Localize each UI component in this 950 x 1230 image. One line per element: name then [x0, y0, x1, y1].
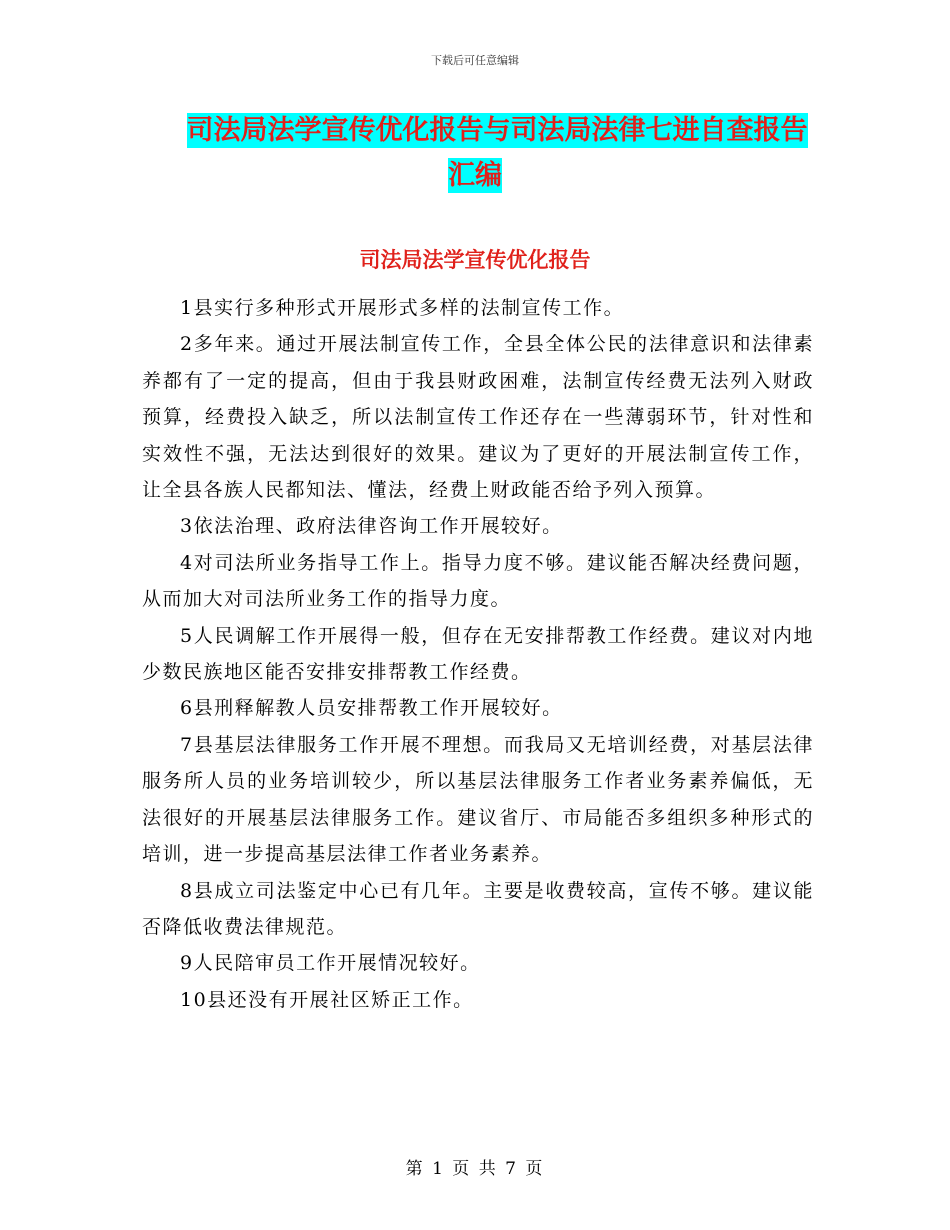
paragraph-5: 5人民调解工作开展得一般，但存在无安排帮教工作经费。建议对内地少数民族地区能否安排安排帮教工作经费。 — [142, 624, 814, 684]
paragraph-2: 2多年来。通过开展法制宣传工作，全县全体公民的法律意识和法律素养都有了一定的提高，但由于我县财政困难，法制宣传经费无法列入财政预算，经费投入缺乏，所以法制宣传工作还存在一些薄弱环节，针对性和实效性不强，无法达到很好的效果。建议为了更好的开展法制宣传工作，让全县各族人民都知法、懂法，经费上财政能否给予列入预算。 — [142, 333, 814, 502]
paragraph-7: 7县基层法律服务工作开展不理想。而我局又无培训经费，对基层法律服务所人员的业务培训较少，所以基层法律服务工作者业务素养偏低，无法很好的开展基层法律服务工作。建议省厅、市局能否多组织多种形式的培训，进一步提高基层法律工作者业务素养。 — [142, 733, 814, 866]
paragraph-4: 4对司法所业务指导工作上。指导力度不够。建议能否解决经费问题，从而加大对司法所业务工作的指导力度。 — [142, 551, 814, 611]
paragraph-10: 10县还没有开展社区矫正工作。 — [180, 988, 474, 1011]
header-note: 下载后可任意编辑 — [431, 54, 519, 67]
document-title-text-2: 汇编 — [448, 160, 502, 191]
paragraph-3: 3依法治理、政府法律咨询工作开展较好。 — [180, 515, 563, 538]
paragraph-9: 9人民陪审员工作开展情况较好。 — [180, 952, 481, 975]
paragraph-1: 1县实行多种形式开展形式多样的法制宣传工作。 — [180, 297, 625, 319]
document-title-text-1: 司法局法学宣传优化报告与司法局法律七进自查报告 — [186, 115, 808, 146]
page-footer: 第 1 页 共 7 页 — [405, 1159, 545, 1179]
document-title-line-2 — [0, 151, 950, 201]
section-title: 司法局法学宣传优化报告 — [359, 248, 591, 272]
document-title-line-1 — [22, 106, 950, 156]
paragraph-8: 8县成立司法鉴定中心已有几年。主要是收费较高，宣传不够。建议能否降低收费法律规范。 — [142, 879, 814, 938]
paragraph-6: 6县刑释解教人员安排帮教工作开展较好。 — [180, 697, 563, 720]
document-body — [142, 290, 814, 1018]
